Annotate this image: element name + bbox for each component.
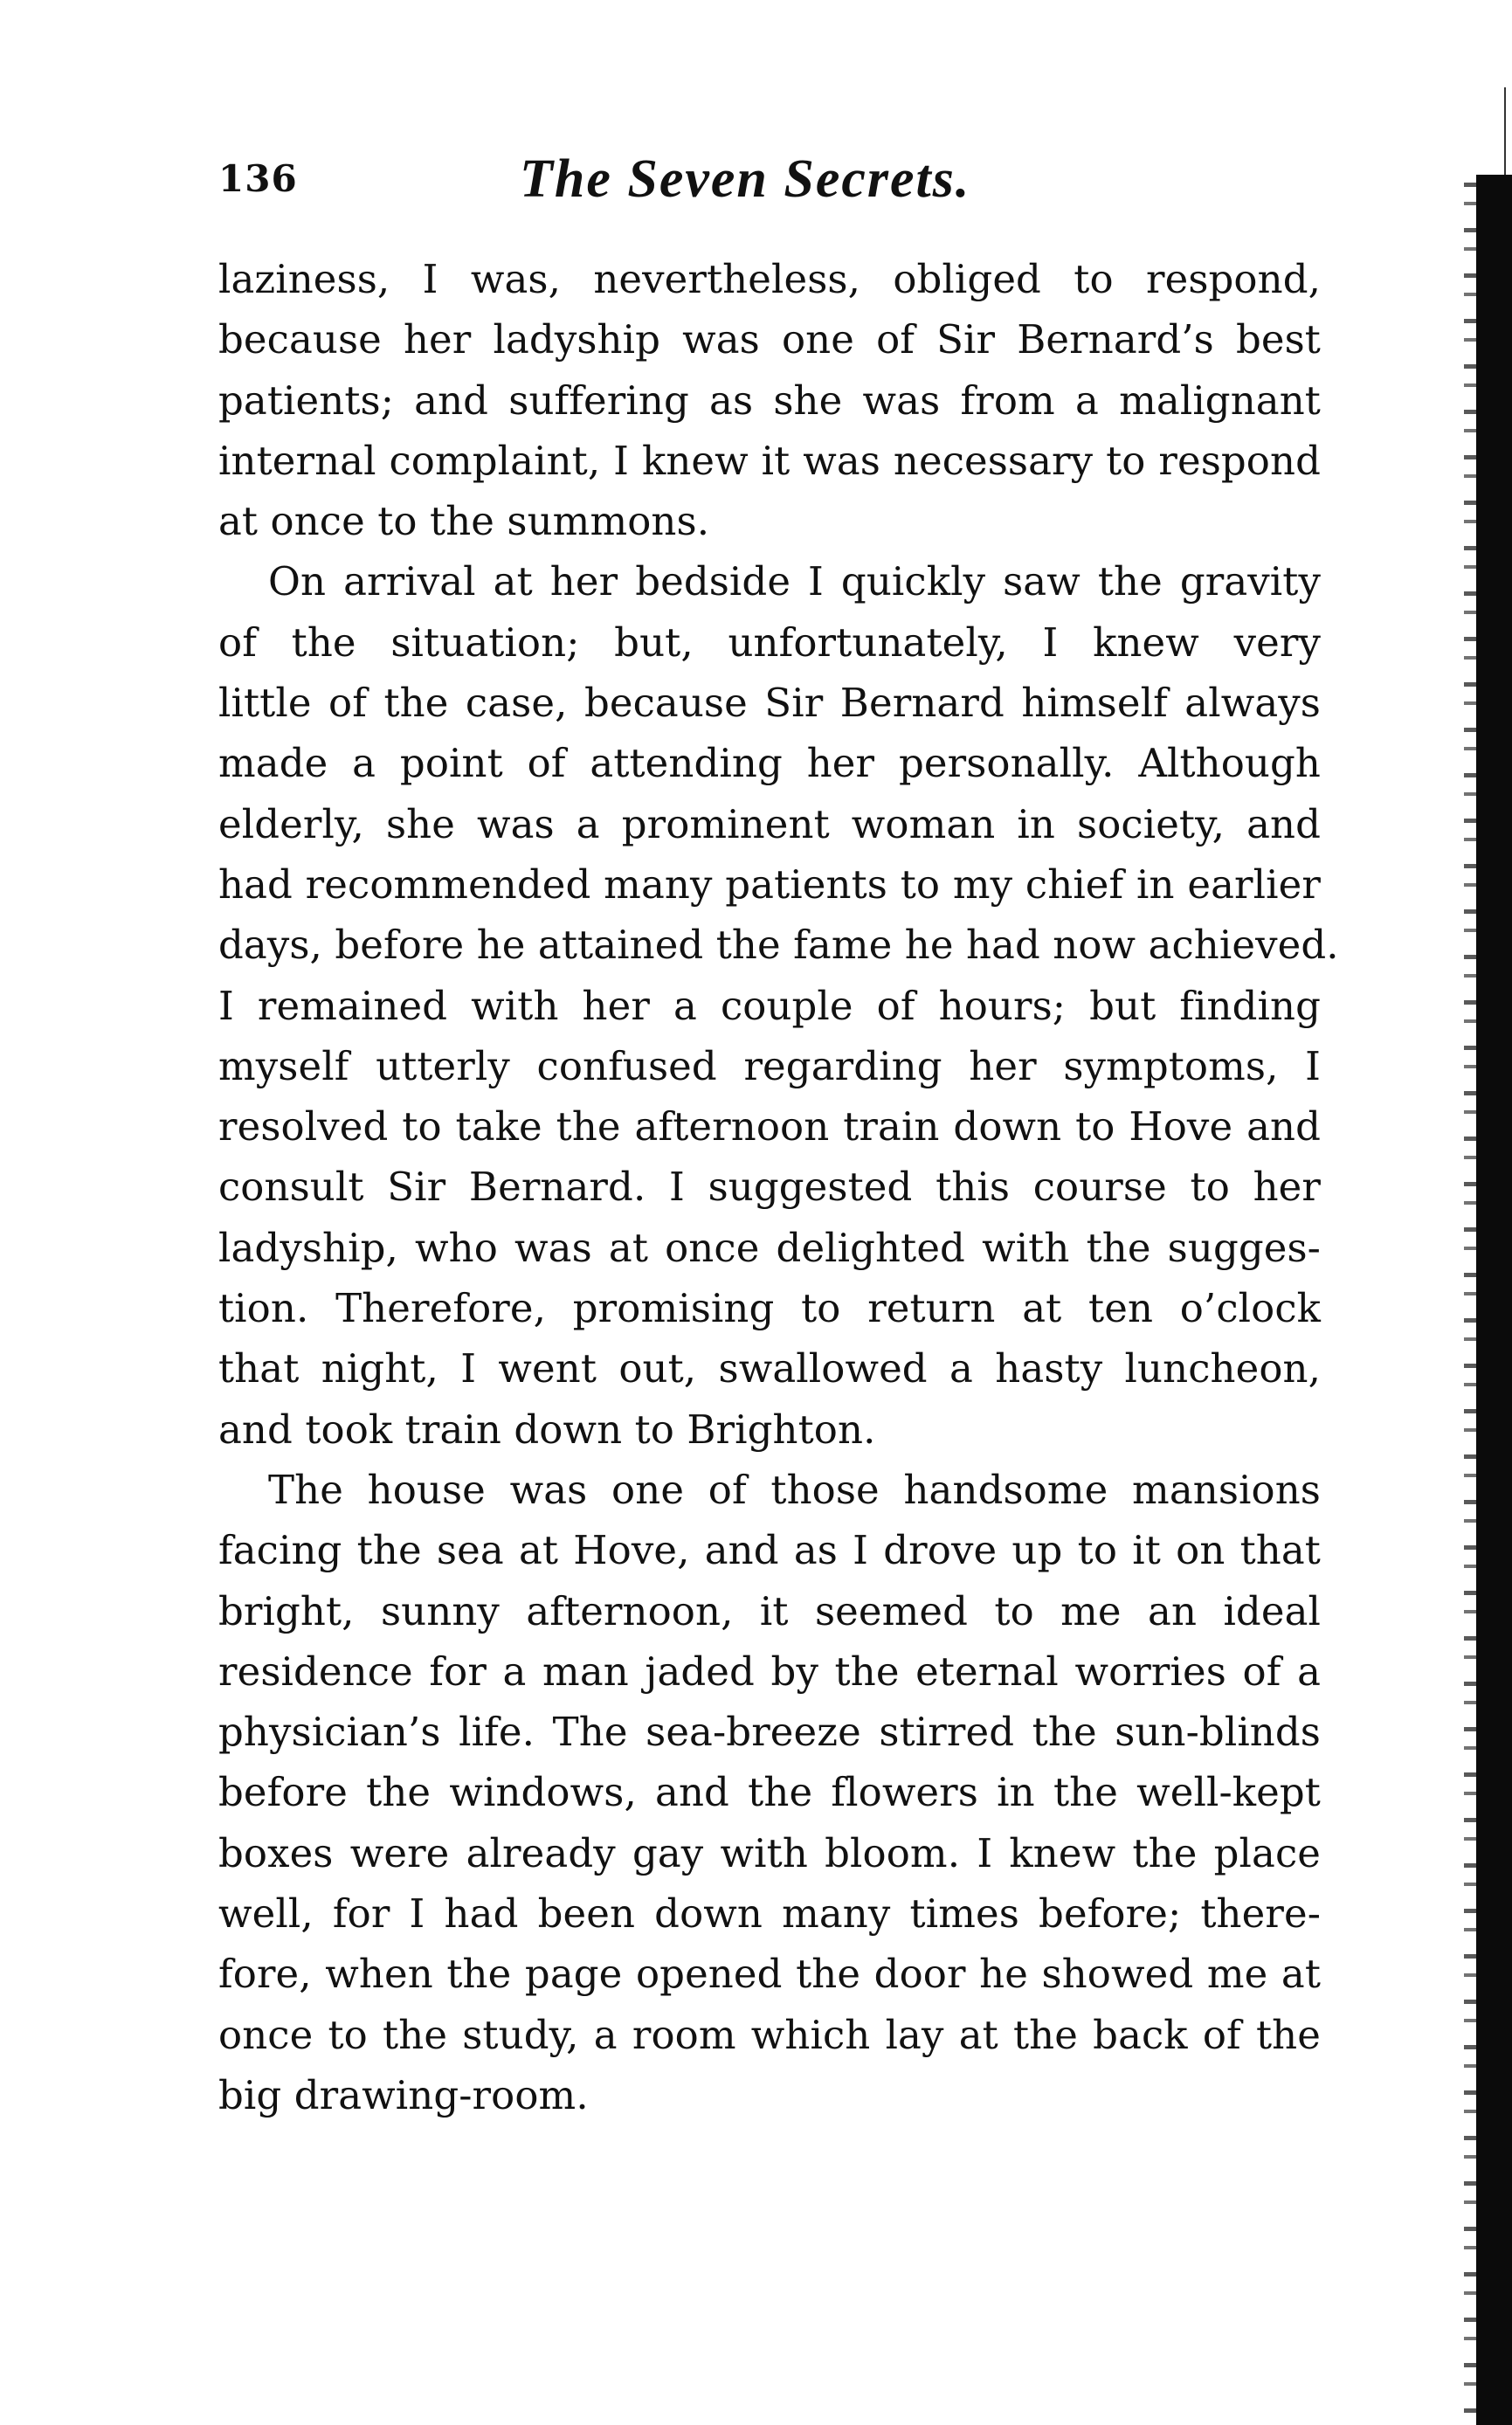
text-line: physician’s life. The sea-breeze stirred the sun-blinds xyxy=(218,1709,1321,1756)
text-line: elderly, she was a prominent woman in society, and xyxy=(218,800,1321,847)
text-line: big drawing-room. xyxy=(218,2071,589,2118)
text-line: I remained with her a couple of hours; but finding xyxy=(218,982,1321,1029)
scan-binding-shadow xyxy=(1476,175,1512,2425)
running-title: The Seven Secrets. xyxy=(520,149,971,209)
text-line: and took train down to Brighton. xyxy=(218,1406,876,1453)
text-line: fore, when the page opened the door he showed me at xyxy=(218,1951,1321,1998)
text-line: resolved to take the afternoon train down to Hove and xyxy=(218,1103,1321,1150)
text-line: residence for a man jaded by the eternal worries of a xyxy=(218,1648,1321,1695)
text-line: bright, sunny afternoon, it seemed to me an ideal xyxy=(218,1587,1321,1634)
text-line: that night, I went out, swallowed a hasty luncheon, xyxy=(218,1345,1321,1392)
text-line: myself utterly confused regarding her symptoms, I xyxy=(218,1042,1321,1089)
paragraph-1 xyxy=(218,249,1321,551)
text-line: of the situation; but, unfortunately, I knew very xyxy=(218,618,1321,666)
page-header xyxy=(218,149,1319,218)
text-line: well, for I had been down many times before; there- xyxy=(218,1890,1321,1938)
text-line: had recommended many patients to my chief in earlier xyxy=(218,860,1321,908)
text-body xyxy=(218,249,1339,2125)
text-line: ladyship, who was at once delighted with the sugges- xyxy=(218,1224,1321,1271)
scan-edge-hairline xyxy=(1504,87,1506,183)
text-line: days, before he attained the fame he had now achieved. xyxy=(218,922,1339,969)
text-line: facing the sea at Hove, and as I drove up to it on that xyxy=(218,1527,1321,1574)
text-line: internal complaint, I knew it was necessary to respond xyxy=(218,437,1321,484)
text-line: laziness, I was, nevertheless, obliged to respond, xyxy=(218,256,1321,302)
page-number: 136 xyxy=(218,157,298,200)
text-line: because her ladyship was one of Sir Bernard’s best xyxy=(218,316,1321,363)
text-line: patients; and suffering as she was from a malignant xyxy=(218,377,1321,424)
text-line: tion. Therefore, promising to return at ten o’clock xyxy=(218,1285,1321,1332)
text-line: The house was one of those handsome mansions xyxy=(268,1466,1321,1513)
paragraph-2 xyxy=(218,551,1339,1459)
text-line: once to the study, a room which lay at the back of the xyxy=(218,2011,1321,2058)
text-line: at once to the summons. xyxy=(218,498,710,545)
text-line: before the windows, and the flowers in the well-kept xyxy=(218,1769,1321,1816)
text-line: boxes were already gay with bloom. I knew the place xyxy=(218,1829,1321,1876)
paragraph-3 xyxy=(218,1460,1321,2125)
text-line: made a point of attending her personally. Although xyxy=(218,740,1321,787)
text-line: little of the case, because Sir Bernard himself always xyxy=(218,680,1321,727)
text-line: On arrival at her bedside I quickly saw the gravity xyxy=(268,558,1321,605)
text-line: consult Sir Bernard. I suggested this course to her xyxy=(218,1164,1321,1211)
